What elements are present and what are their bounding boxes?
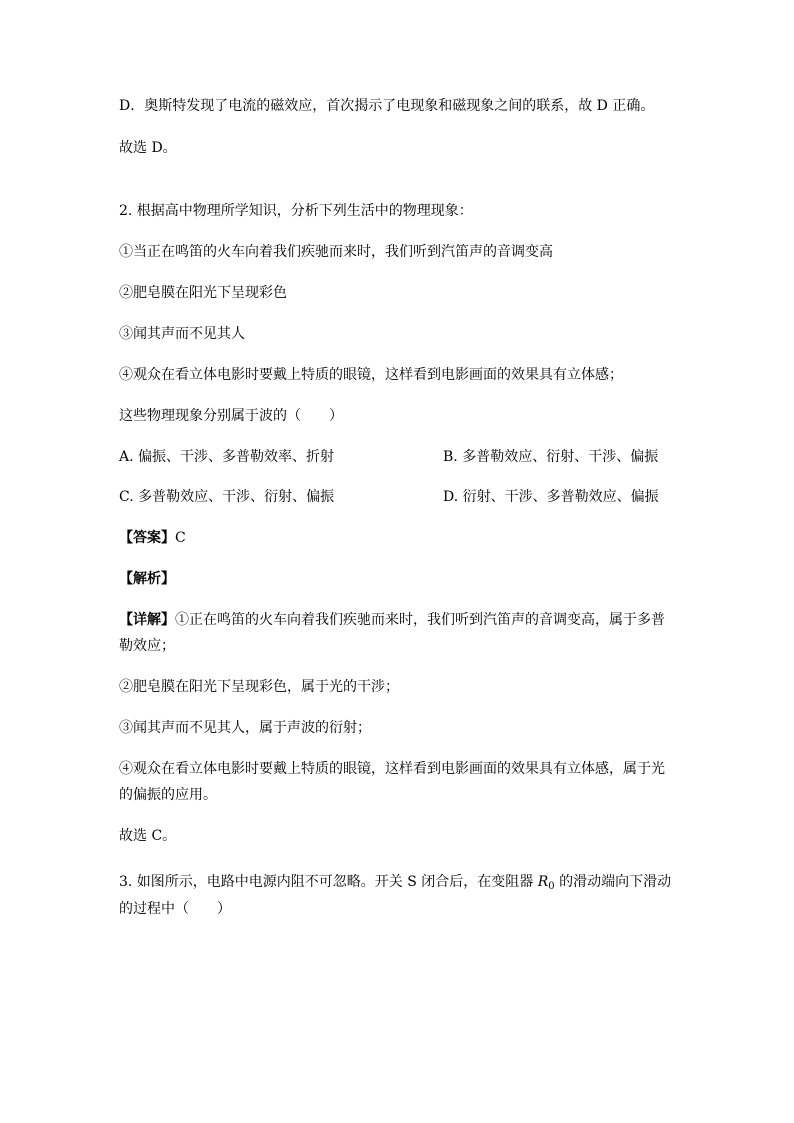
question2-final-choice: 故选 C。 bbox=[119, 828, 177, 844]
detail-item-4: ④观众在看立体电影时要戴上特质的眼镜，这样看到电影画面的效果具有立体感，属于光 bbox=[119, 761, 665, 777]
answer-line bbox=[119, 528, 186, 548]
question3-stem-part2: 的滑动端向下滑动 bbox=[554, 874, 672, 890]
question3-stem-part1: 3. 如图所示，电路中电源内阻不可忽略。开关 S 闭合后，在变阻器 bbox=[119, 874, 538, 890]
question2-prompt: 这些物理现象分别属于波的（ ） bbox=[119, 408, 343, 424]
question3-stem bbox=[119, 872, 671, 897]
option-d-explanation: D．奥斯特发现了电流的磁效应，首次揭示了电现象和磁现象之间的联系，故 D 正确。 bbox=[119, 98, 655, 114]
detail-label: 【详解】 bbox=[119, 612, 175, 628]
detail-line-1-continued: 勒效应； bbox=[119, 638, 175, 654]
detail-line-1 bbox=[119, 610, 665, 630]
resistor-r0-subscript: 0 bbox=[548, 881, 555, 892]
question1-final-choice: 故选 D。 bbox=[119, 140, 177, 156]
question2-option-a: A. 偏振、干涉、多普勒效率、折射 bbox=[119, 449, 335, 465]
analysis-label: 【解析】 bbox=[119, 571, 175, 587]
question2-phenomenon-3: ③闻其声而不见其人 bbox=[119, 326, 245, 342]
question2-phenomenon-2: ②肥皂膜在阳光下呈现彩色 bbox=[119, 285, 287, 301]
answer-value: C bbox=[175, 530, 186, 546]
question2-option-c: C. 多普勒效应、干涉、衍射、偏振 bbox=[119, 489, 335, 505]
answer-label: 【答案】 bbox=[119, 530, 175, 546]
detail-item-4-continued: 的偏振的应用。 bbox=[119, 787, 217, 803]
question2-phenomenon-4: ④观众在看立体电影时要戴上特质的眼镜，这样看到电影画面的效果具有立体感； bbox=[119, 367, 623, 383]
resistor-r0-symbol bbox=[538, 874, 555, 890]
detail-item-2: ②肥皂膜在阳光下呈现彩色，属于光的干涉； bbox=[119, 679, 399, 695]
question2-phenomenon-1: ①当正在鸣笛的火车向着我们疾驰而来时，我们听到汽笛声的音调变高 bbox=[119, 244, 553, 260]
detail-item-3: ③闻其声而不见其人，属于声波的衍射； bbox=[119, 720, 371, 736]
detail-item-1-text: ①正在鸣笛的火车向着我们疾驰而来时，我们听到汽笛声的音调变高，属于多普 bbox=[175, 612, 665, 628]
question2-option-d: D. 衍射、干涉、多普勒效应、偏振 bbox=[443, 489, 659, 505]
question2-option-b: B. 多普勒效应、衍射、干涉、偏振 bbox=[443, 449, 659, 465]
question3-stem-continued: 的过程中（ ） bbox=[119, 901, 231, 917]
resistor-r0-letter: R bbox=[537, 874, 549, 890]
question2-stem: 2. 根据高中物理所学知识，分析下列生活中的物理现象： bbox=[119, 203, 473, 219]
